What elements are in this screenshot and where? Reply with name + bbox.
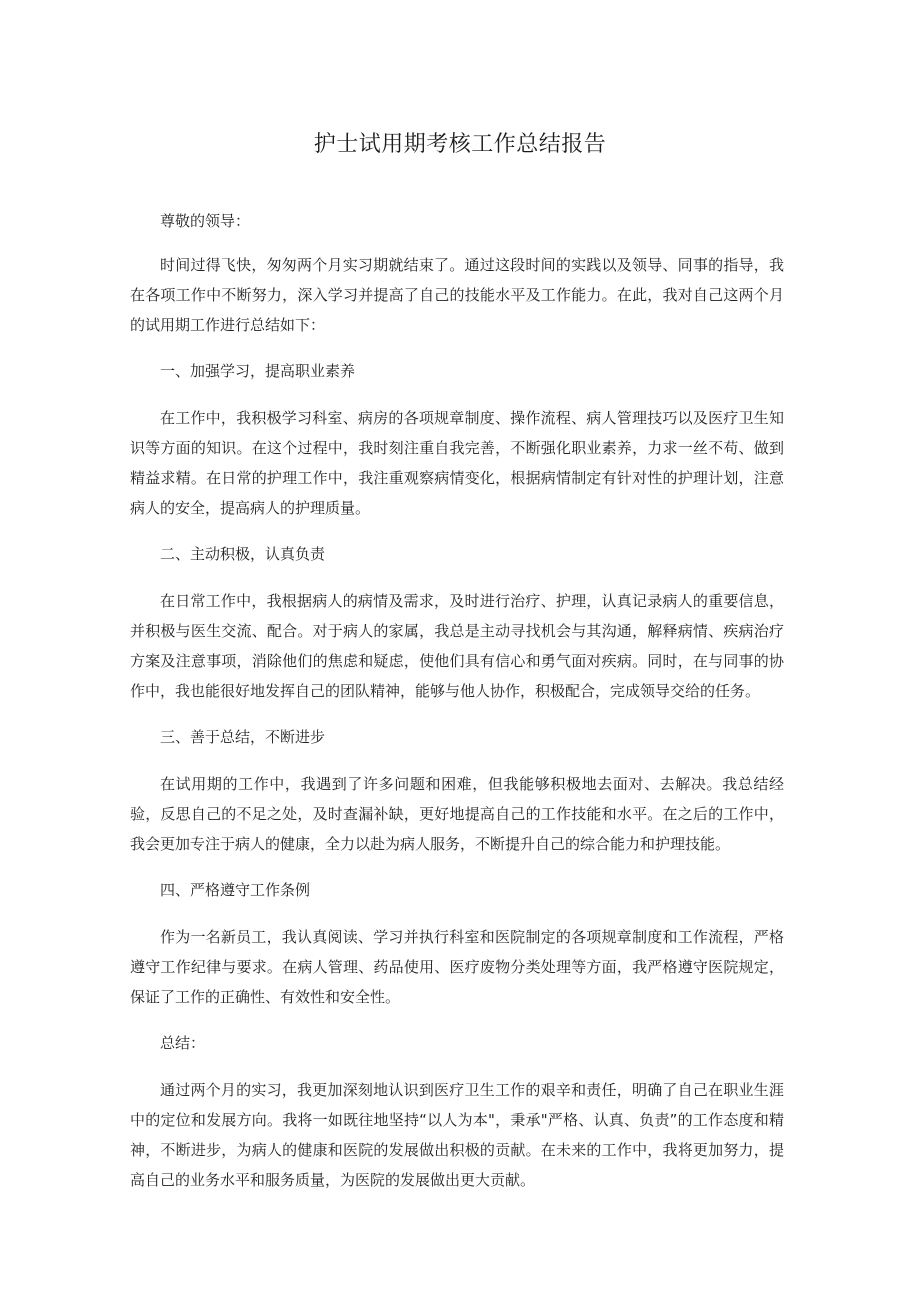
section-body-1: 在工作中，我积极学习科室、病房的各项规章制度、操作流程、病人管理技巧以及医疗卫生知识等方面的知识。在这个过程中，我时刻注重自我完善，不断强化职业素养，力求一丝不苟、做到精益求精。在日常的护理工作中，我注重观察病情变化，根据病情制定有针对性的护理计划，注意病人的安全，提高病人的护理质量。 bbox=[130, 409, 784, 517]
summary-heading: 总结： bbox=[160, 1034, 206, 1052]
document-title: 护士试用期考核工作总结报告 bbox=[313, 132, 607, 157]
section-body-2: 在日常工作中，我根据病人的病情及需求，及时进行治疗、护理，认真记录病人的重要信息，并积极与医生交流、配合。对于病人的家属，我总是主动寻找机会与其沟通，解释病情、疾病治疗方案及注意事项，消除他们的焦虑和疑虑，使他们具有信心和勇气面对疾病。同时，在与同事的协作中，我也能很好地发挥自己的团队精神，能够与他人协作，积极配合，完成领导交给的任务。 bbox=[130, 592, 784, 700]
section-heading-3: 三、善于总结，不断进步 bbox=[160, 728, 326, 746]
intro-paragraph: 时间过得飞快，匆匆两个月实习期就结束了。通过这段时间的实践以及领导、同事的指导，我在各项工作中不断努力，深入学习并提高了自己的技能水平及工作能力。在此，我对自己这两个月的试用期工作进行总结如下： bbox=[130, 256, 784, 334]
salutation: 尊敬的领导： bbox=[160, 212, 251, 230]
section-heading-4: 四、严格遵守工作条例 bbox=[160, 881, 311, 899]
document-body bbox=[130, 206, 784, 1211]
section-heading-2: 二、主动积极，认真负责 bbox=[160, 545, 326, 563]
section-heading-1: 一、加强学习，提高职业素养 bbox=[160, 362, 356, 380]
summary-paragraph: 通过两个月的实习，我更加深刻地认识到医疗卫生工作的艰辛和责任，明确了自己在职业生涯中的定位和发展方向。我将一如既往地坚持“以人为本"，秉承"严格、认真、负责”的工作态度和精神，不断进步，为病人的健康和医院的发展做出积极的贡献。在未来的工作中，我将更加努力，提高自己的业务水平和服务质量，为医院的发展做出更大贡献。 bbox=[130, 1081, 784, 1189]
section-body-4: 作为一名新员工，我认真阅读、学习并执行科室和医院制定的各项规章制度和工作流程，严格遵守工作纪律与要求。在病人管理、药品使用、医疗废物分类处理等方面，我严格遵守医院规定，保证了工作的正确性、有效性和安全性。 bbox=[130, 928, 784, 1006]
section-body-3: 在试用期的工作中，我遇到了许多问题和困难，但我能够积极地去面对、去解决。我总结经验，反思自己的不足之处，及时查漏补缺，更好地提高自己的工作技能和水平。在之后的工作中，我会更加专注于病人的健康，全力以赴为病人服务，不断提升自己的综合能力和护理技能。 bbox=[130, 775, 784, 853]
